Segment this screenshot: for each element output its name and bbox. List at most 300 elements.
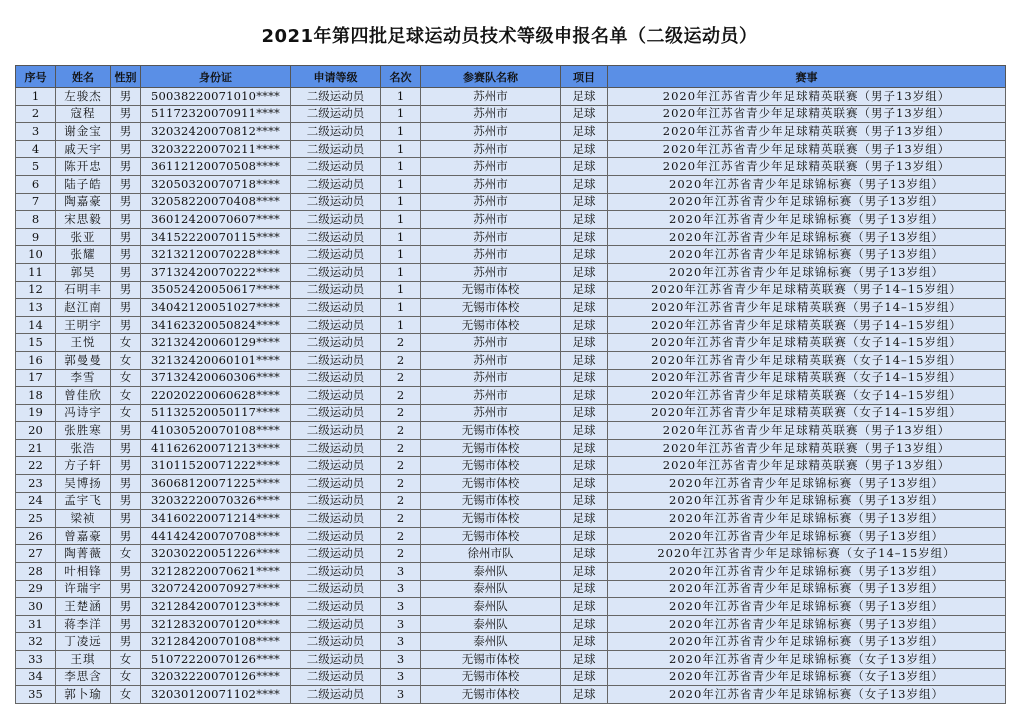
cell-index: 18: [16, 387, 56, 405]
cell-id-number: 51072220070126****: [141, 651, 291, 669]
cell-name: 陆子皓: [56, 175, 111, 193]
cell-id-number: 32132420060101****: [141, 351, 291, 369]
cell-id-number: 34160220071214****: [141, 510, 291, 528]
cell-event: 2020年江苏省青少年足球锦标赛（男子13岁组）: [608, 228, 1006, 246]
cell-name: 左骏杰: [56, 88, 111, 106]
cell-level: 二级运动员: [291, 228, 381, 246]
cell-id-number: 36112120070508****: [141, 158, 291, 176]
cell-sport: 足球: [561, 404, 608, 422]
cell-index: 15: [16, 334, 56, 352]
cell-id-number: 32128220070621****: [141, 563, 291, 581]
cell-event: 2020年江苏省青少年足球精英联赛（男子13岁组）: [608, 140, 1006, 158]
cell-rank: 1: [381, 211, 421, 229]
cell-id-number: 32128420070108****: [141, 633, 291, 651]
cell-name: 丁凌远: [56, 633, 111, 651]
cell-gender: 男: [111, 598, 141, 616]
cell-gender: 男: [111, 281, 141, 299]
table-row: [16, 475, 1006, 493]
header-sport: 项目: [561, 66, 608, 88]
cell-name: 王明宇: [56, 316, 111, 334]
cell-gender: 男: [111, 633, 141, 651]
header-id-number: 身份证: [141, 66, 291, 88]
cell-team: 无锡市体校: [421, 281, 561, 299]
cell-name: 王琪: [56, 651, 111, 669]
table-row: [16, 316, 1006, 334]
cell-sport: 足球: [561, 88, 608, 106]
cell-level: 二级运动员: [291, 475, 381, 493]
table-row: [16, 545, 1006, 563]
cell-id-number: 36068120071225****: [141, 475, 291, 493]
cell-sport: 足球: [561, 105, 608, 123]
roster-table: [15, 65, 1006, 704]
cell-level: 二级运动员: [291, 193, 381, 211]
cell-name: 梁祯: [56, 510, 111, 528]
header-index: 序号: [16, 66, 56, 88]
cell-gender: 女: [111, 686, 141, 704]
cell-rank: 1: [381, 88, 421, 106]
cell-index: 24: [16, 492, 56, 510]
cell-gender: 女: [111, 351, 141, 369]
cell-sport: 足球: [561, 545, 608, 563]
cell-index: 20: [16, 422, 56, 440]
cell-name: 寇程: [56, 105, 111, 123]
cell-gender: 男: [111, 580, 141, 598]
cell-gender: 男: [111, 193, 141, 211]
cell-rank: 3: [381, 633, 421, 651]
table-row: [16, 527, 1006, 545]
cell-event: 2020年江苏省青少年足球精英联赛（男子13岁组）: [608, 105, 1006, 123]
table-row: [16, 510, 1006, 528]
table-row: [16, 175, 1006, 193]
table-row: [16, 334, 1006, 352]
cell-team: 苏州市: [421, 88, 561, 106]
cell-sport: 足球: [561, 615, 608, 633]
cell-rank: 2: [381, 492, 421, 510]
cell-rank: 3: [381, 598, 421, 616]
cell-index: 5: [16, 158, 56, 176]
cell-sport: 足球: [561, 387, 608, 405]
cell-rank: 3: [381, 668, 421, 686]
cell-id-number: 32058220070408****: [141, 193, 291, 211]
cell-id-number: 32032220070126****: [141, 668, 291, 686]
cell-name: 陶菁薇: [56, 545, 111, 563]
cell-gender: 男: [111, 140, 141, 158]
cell-rank: 2: [381, 527, 421, 545]
cell-sport: 足球: [561, 140, 608, 158]
cell-team: 无锡市体校: [421, 510, 561, 528]
cell-name: 谢金宝: [56, 123, 111, 141]
cell-event: 2020年江苏省青少年足球精英联赛（女子14–15岁组）: [608, 369, 1006, 387]
cell-event: 2020年江苏省青少年足球锦标赛（男子13岁组）: [608, 615, 1006, 633]
cell-rank: 2: [381, 369, 421, 387]
cell-gender: 男: [111, 123, 141, 141]
cell-sport: 足球: [561, 369, 608, 387]
table-header: [16, 66, 1006, 88]
cell-index: 27: [16, 545, 56, 563]
cell-name: 曾佳欣: [56, 387, 111, 405]
cell-level: 二级运动员: [291, 457, 381, 475]
table-row: [16, 211, 1006, 229]
cell-gender: 女: [111, 404, 141, 422]
cell-name: 王悦: [56, 334, 111, 352]
cell-sport: 足球: [561, 422, 608, 440]
cell-rank: 2: [381, 351, 421, 369]
cell-id-number: 32132120070228****: [141, 246, 291, 264]
cell-rank: 1: [381, 158, 421, 176]
cell-gender: 男: [111, 299, 141, 317]
cell-team: 苏州市: [421, 369, 561, 387]
cell-id-number: 32128320070120****: [141, 615, 291, 633]
cell-sport: 足球: [561, 598, 608, 616]
cell-index: 3: [16, 123, 56, 141]
table-row: [16, 598, 1006, 616]
cell-event: 2020年江苏省青少年足球精英联赛（男子13岁组）: [608, 88, 1006, 106]
header-team: 参赛队名称: [421, 66, 561, 88]
cell-index: 23: [16, 475, 56, 493]
cell-name: 张浩: [56, 439, 111, 457]
cell-sport: 足球: [561, 299, 608, 317]
table-row: [16, 492, 1006, 510]
cell-sport: 足球: [561, 668, 608, 686]
cell-rank: 2: [381, 439, 421, 457]
header-level: 申请等级: [291, 66, 381, 88]
cell-level: 二级运动员: [291, 263, 381, 281]
cell-sport: 足球: [561, 686, 608, 704]
cell-index: 35: [16, 686, 56, 704]
cell-index: 31: [16, 615, 56, 633]
cell-sport: 足球: [561, 580, 608, 598]
cell-event: 2020年江苏省青少年足球锦标赛（男子13岁组）: [608, 492, 1006, 510]
cell-name: 孟宇飞: [56, 492, 111, 510]
table-row: [16, 387, 1006, 405]
cell-index: 10: [16, 246, 56, 264]
cell-rank: 3: [381, 686, 421, 704]
cell-gender: 男: [111, 211, 141, 229]
cell-rank: 1: [381, 175, 421, 193]
cell-event: 2020年江苏省青少年足球精英联赛（男子14–15岁组）: [608, 281, 1006, 299]
cell-rank: 2: [381, 475, 421, 493]
cell-id-number: 32072420070927****: [141, 580, 291, 598]
cell-gender: 女: [111, 369, 141, 387]
cell-sport: 足球: [561, 175, 608, 193]
cell-index: 16: [16, 351, 56, 369]
cell-index: 21: [16, 439, 56, 457]
cell-name: 曾嘉豪: [56, 527, 111, 545]
cell-id-number: 32032220070326****: [141, 492, 291, 510]
cell-team: 无锡市体校: [421, 527, 561, 545]
table-row: [16, 457, 1006, 475]
cell-id-number: 36012420070607****: [141, 211, 291, 229]
cell-rank: 1: [381, 299, 421, 317]
cell-level: 二级运动员: [291, 580, 381, 598]
cell-id-number: 32030120071102****: [141, 686, 291, 704]
cell-team: 苏州市: [421, 246, 561, 264]
header-rank: 名次: [381, 66, 421, 88]
cell-index: 30: [16, 598, 56, 616]
cell-event: 2020年江苏省青少年足球锦标赛（女子13岁组）: [608, 686, 1006, 704]
cell-event: 2020年江苏省青少年足球精英联赛（男子13岁组）: [608, 158, 1006, 176]
cell-rank: 3: [381, 563, 421, 581]
cell-event: 2020年江苏省青少年足球锦标赛（男子13岁组）: [608, 633, 1006, 651]
cell-sport: 足球: [561, 492, 608, 510]
cell-index: 32: [16, 633, 56, 651]
cell-sport: 足球: [561, 123, 608, 141]
table-row: [16, 369, 1006, 387]
cell-level: 二级运动员: [291, 369, 381, 387]
cell-level: 二级运动员: [291, 140, 381, 158]
cell-level: 二级运动员: [291, 492, 381, 510]
cell-rank: 1: [381, 246, 421, 264]
cell-id-number: 51132520050117****: [141, 404, 291, 422]
cell-id-number: 34042120051027****: [141, 299, 291, 317]
cell-gender: 男: [111, 88, 141, 106]
cell-id-number: 50038220071010****: [141, 88, 291, 106]
cell-index: 26: [16, 527, 56, 545]
cell-level: 二级运动员: [291, 510, 381, 528]
table-body: [16, 88, 1006, 704]
table-row: [16, 633, 1006, 651]
cell-index: 33: [16, 651, 56, 669]
cell-gender: 男: [111, 527, 141, 545]
cell-event: 2020年江苏省青少年足球锦标赛（男子13岁组）: [608, 193, 1006, 211]
cell-id-number: 32030220051226****: [141, 545, 291, 563]
cell-index: 13: [16, 299, 56, 317]
cell-team: 泰州队: [421, 598, 561, 616]
table-row: [16, 563, 1006, 581]
cell-gender: 女: [111, 668, 141, 686]
cell-sport: 足球: [561, 228, 608, 246]
table-row: [16, 651, 1006, 669]
cell-team: 无锡市体校: [421, 422, 561, 440]
cell-team: 无锡市体校: [421, 686, 561, 704]
cell-team: 苏州市: [421, 123, 561, 141]
cell-level: 二级运动员: [291, 175, 381, 193]
cell-gender: 男: [111, 492, 141, 510]
cell-sport: 足球: [561, 457, 608, 475]
cell-rank: 2: [381, 422, 421, 440]
cell-event: 2020年江苏省青少年足球锦标赛（男子13岁组）: [608, 510, 1006, 528]
cell-rank: 3: [381, 580, 421, 598]
cell-team: 泰州队: [421, 563, 561, 581]
cell-gender: 男: [111, 316, 141, 334]
cell-level: 二级运动员: [291, 633, 381, 651]
cell-index: 25: [16, 510, 56, 528]
cell-level: 二级运动员: [291, 527, 381, 545]
cell-rank: 3: [381, 651, 421, 669]
cell-level: 二级运动员: [291, 246, 381, 264]
cell-rank: 2: [381, 387, 421, 405]
cell-rank: 2: [381, 545, 421, 563]
table-row: [16, 88, 1006, 106]
cell-level: 二级运动员: [291, 299, 381, 317]
table-row: [16, 158, 1006, 176]
cell-gender: 男: [111, 175, 141, 193]
table-row: [16, 123, 1006, 141]
cell-rank: 1: [381, 123, 421, 141]
page-title: 2021年第四批足球运动员技术等级申报名单（二级运动员）: [261, 26, 758, 47]
cell-team: 无锡市体校: [421, 651, 561, 669]
cell-name: 宋思毅: [56, 211, 111, 229]
cell-gender: 女: [111, 545, 141, 563]
cell-sport: 足球: [561, 158, 608, 176]
cell-sport: 足球: [561, 316, 608, 334]
cell-id-number: 34152220070115****: [141, 228, 291, 246]
table-row: [16, 140, 1006, 158]
cell-name: 陈开忠: [56, 158, 111, 176]
cell-sport: 足球: [561, 334, 608, 352]
cell-rank: 1: [381, 228, 421, 246]
cell-team: 苏州市: [421, 351, 561, 369]
cell-team: 苏州市: [421, 211, 561, 229]
cell-rank: 2: [381, 457, 421, 475]
cell-team: 无锡市体校: [421, 299, 561, 317]
cell-rank: 1: [381, 281, 421, 299]
cell-team: 泰州队: [421, 633, 561, 651]
cell-team: 苏州市: [421, 263, 561, 281]
cell-event: 2020年江苏省青少年足球锦标赛（女子13岁组）: [608, 668, 1006, 686]
cell-index: 2: [16, 105, 56, 123]
cell-index: 7: [16, 193, 56, 211]
cell-id-number: 22020220060628****: [141, 387, 291, 405]
cell-name: 戚天宇: [56, 140, 111, 158]
cell-level: 二级运动员: [291, 615, 381, 633]
cell-level: 二级运动员: [291, 316, 381, 334]
cell-index: 8: [16, 211, 56, 229]
cell-id-number: 31011520071222****: [141, 457, 291, 475]
cell-sport: 足球: [561, 281, 608, 299]
cell-level: 二级运动员: [291, 105, 381, 123]
cell-rank: 2: [381, 510, 421, 528]
cell-index: 9: [16, 228, 56, 246]
cell-level: 二级运动员: [291, 422, 381, 440]
cell-gender: 男: [111, 510, 141, 528]
cell-event: 2020年江苏省青少年足球锦标赛（男子13岁组）: [608, 175, 1006, 193]
cell-name: 李思含: [56, 668, 111, 686]
cell-index: 14: [16, 316, 56, 334]
cell-event: 2020年江苏省青少年足球锦标赛（男子13岁组）: [608, 475, 1006, 493]
cell-event: 2020年江苏省青少年足球锦标赛（男子13岁组）: [608, 598, 1006, 616]
cell-id-number: 37132420060306****: [141, 369, 291, 387]
cell-index: 4: [16, 140, 56, 158]
cell-team: 苏州市: [421, 175, 561, 193]
cell-sport: 足球: [561, 563, 608, 581]
cell-gender: 男: [111, 563, 141, 581]
cell-name: 叶相锋: [56, 563, 111, 581]
cell-id-number: 32032420070812****: [141, 123, 291, 141]
cell-level: 二级运动员: [291, 158, 381, 176]
cell-event: 2020年江苏省青少年足球精英联赛（女子14–15岁组）: [608, 334, 1006, 352]
cell-sport: 足球: [561, 193, 608, 211]
cell-gender: 男: [111, 439, 141, 457]
cell-id-number: 34162320050824****: [141, 316, 291, 334]
cell-event: 2020年江苏省青少年足球锦标赛（女子13岁组）: [608, 651, 1006, 669]
cell-event: 2020年江苏省青少年足球精英联赛（男子13岁组）: [608, 457, 1006, 475]
cell-id-number: 32128420070123****: [141, 598, 291, 616]
cell-gender: 男: [111, 105, 141, 123]
cell-level: 二级运动员: [291, 668, 381, 686]
cell-name: 张胜寒: [56, 422, 111, 440]
cell-gender: 男: [111, 615, 141, 633]
cell-level: 二级运动员: [291, 404, 381, 422]
cell-team: 无锡市体校: [421, 668, 561, 686]
table-row: [16, 668, 1006, 686]
cell-sport: 足球: [561, 475, 608, 493]
cell-name: 方子轩: [56, 457, 111, 475]
cell-level: 二级运动员: [291, 351, 381, 369]
cell-level: 二级运动员: [291, 281, 381, 299]
table-row: [16, 404, 1006, 422]
table-row: [16, 351, 1006, 369]
cell-level: 二级运动员: [291, 88, 381, 106]
cell-id-number: 37132420070222****: [141, 263, 291, 281]
table-row: [16, 193, 1006, 211]
cell-id-number: 41030520070108****: [141, 422, 291, 440]
cell-id-number: 32050320070718****: [141, 175, 291, 193]
table-row: [16, 246, 1006, 264]
cell-index: 12: [16, 281, 56, 299]
cell-rank: 1: [381, 105, 421, 123]
header-gender: 性别: [111, 66, 141, 88]
cell-gender: 女: [111, 651, 141, 669]
cell-index: 11: [16, 263, 56, 281]
cell-team: 苏州市: [421, 387, 561, 405]
cell-rank: 1: [381, 316, 421, 334]
cell-name: 郭卜瑜: [56, 686, 111, 704]
cell-sport: 足球: [561, 211, 608, 229]
cell-index: 17: [16, 369, 56, 387]
cell-rank: 1: [381, 140, 421, 158]
cell-level: 二级运动员: [291, 387, 381, 405]
cell-name: 陶嘉豪: [56, 193, 111, 211]
cell-event: 2020年江苏省青少年足球锦标赛（男子13岁组）: [608, 563, 1006, 581]
cell-name: 冯诗宇: [56, 404, 111, 422]
cell-index: 29: [16, 580, 56, 598]
table-row: [16, 686, 1006, 704]
cell-id-number: 51172320070911****: [141, 105, 291, 123]
table-row: [16, 439, 1006, 457]
cell-event: 2020年江苏省青少年足球精英联赛（女子14–15岁组）: [608, 404, 1006, 422]
table-row: [16, 228, 1006, 246]
cell-team: 苏州市: [421, 228, 561, 246]
cell-sport: 足球: [561, 351, 608, 369]
cell-level: 二级运动员: [291, 211, 381, 229]
cell-id-number: 41162620071213****: [141, 439, 291, 457]
cell-gender: 女: [111, 387, 141, 405]
header-name: 姓名: [56, 66, 111, 88]
cell-team: 泰州队: [421, 615, 561, 633]
cell-level: 二级运动员: [291, 439, 381, 457]
cell-gender: 男: [111, 158, 141, 176]
cell-team: 苏州市: [421, 193, 561, 211]
cell-team: 徐州市队: [421, 545, 561, 563]
cell-name: 赵江南: [56, 299, 111, 317]
cell-id-number: 44142420070708****: [141, 527, 291, 545]
cell-event: 2020年江苏省青少年足球精英联赛（男子14–15岁组）: [608, 299, 1006, 317]
cell-event: 2020年江苏省青少年足球锦标赛（男子13岁组）: [608, 527, 1006, 545]
cell-level: 二级运动员: [291, 334, 381, 352]
header-event: 赛事: [608, 66, 1006, 88]
cell-sport: 足球: [561, 263, 608, 281]
cell-sport: 足球: [561, 439, 608, 457]
header-row: [16, 66, 1006, 88]
cell-gender: 男: [111, 475, 141, 493]
cell-event: 2020年江苏省青少年足球锦标赛（男子13岁组）: [608, 211, 1006, 229]
cell-level: 二级运动员: [291, 563, 381, 581]
table-row: [16, 263, 1006, 281]
cell-id-number: 32132420060129****: [141, 334, 291, 352]
cell-gender: 男: [111, 263, 141, 281]
cell-name: 张亚: [56, 228, 111, 246]
